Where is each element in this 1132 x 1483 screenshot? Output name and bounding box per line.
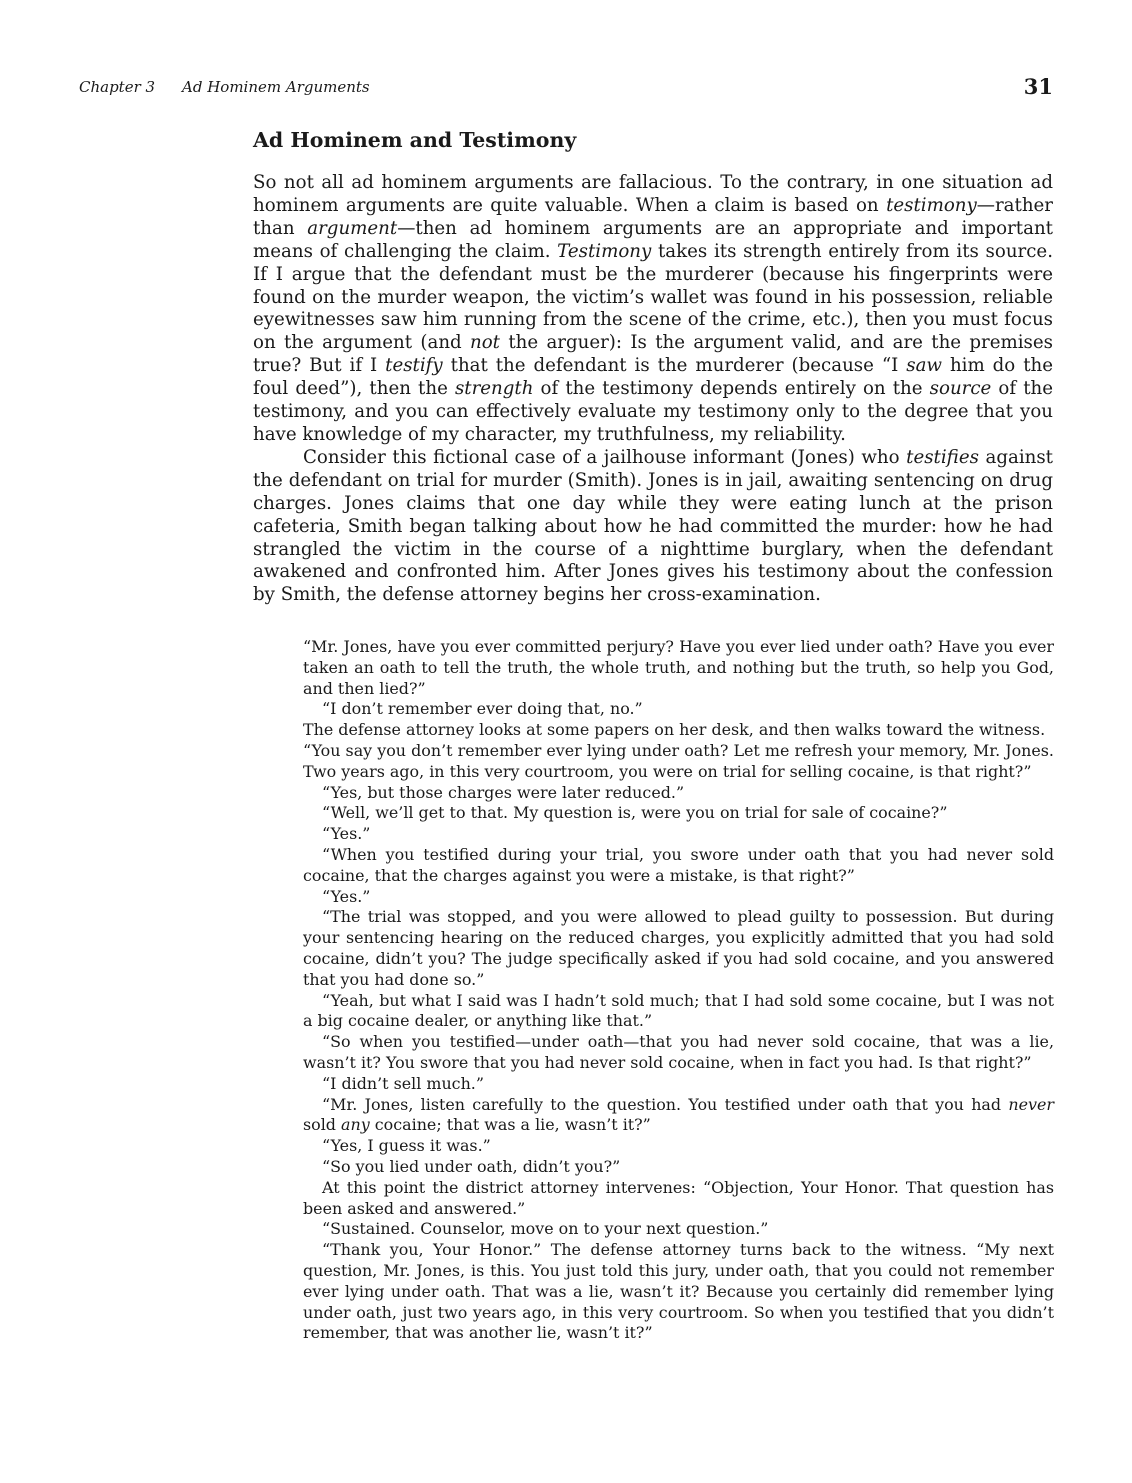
text-run: the arguer): Is the argument valid, and are the premises true? But if I [253, 332, 1053, 377]
dialogue-line: The defense attorney looks at some papers on her desk, and then walks toward the witness. [303, 720, 1046, 740]
text-run: against the defendant on trial for murder (Smith). Jones is in jail, awaiting sentencing on drug charges. Jones claims that one day while they were eating lunch at the prison cafeteria, Smith began talking about how he had committed the murder: how he had strangled the victim in the course of a nighttime burglary, when the defendant awakened and confronted him. After Jones gives his testimony about the confession by Smith, the defense attorney begins her cross-examination. [253, 446, 1053, 606]
text-run: “Mr. Jones, listen carefully to the question. You testified under oath that you had [322, 1094, 1009, 1114]
dialogue-line: “I don’t remember ever doing that, no.” [322, 699, 643, 719]
dialogue-line: “Thank you, Your Honor.” The defense attorney turns back to the witness. “My next question, Mr. Jones, is this. You just told this jury, under oath, that you could not remember ever lying under oath. That was a lie, wasn’t it? Because you certainly did remember lying under oath, just two years ago, in this very courtroom. So when you testified that you didn’t remember, that was another lie, wasn’t it?” [303, 1240, 1054, 1343]
italic-run: testifies [906, 446, 979, 468]
dialogue-line: “You say you don’t remember ever lying under oath? Let me refresh your memory, Mr. Jones. Two years ago, in this very courtroom, you were on trial for selling cocaine, is that right?” [303, 740, 1054, 781]
italic-run: testify [385, 355, 443, 377]
section-heading: Ad Hominem and Testimony [253, 128, 577, 152]
dialogue-line: “Yes, I guess it was.” [322, 1136, 491, 1156]
italic-run: any [341, 1115, 370, 1135]
chapter-title: Ad Hominem Arguments [182, 78, 370, 96]
dialogue-line: “The trial was stopped, and you were allowed to plead guilty to possession. But during your sentencing hearing on the reduced charges, you explicitly admitted that you had sold cocaine, didn’t you? The judge specifically asked if you had sold cocaine, and you answered that you had done so.” [303, 907, 1054, 989]
cross-examination-extract [303, 637, 1054, 1344]
dialogue-line: “Yes, but those charges were later reduced.” [322, 782, 685, 802]
text-run: —rather than [253, 194, 1053, 239]
italic-run: testimony [886, 194, 977, 216]
text-run: Consider this fictional case of a jailhouse informant (Jones) who [303, 446, 907, 468]
italic-run: never [1008, 1094, 1054, 1114]
dialogue-line: “Sustained. Counselor, move on to your next question.” [322, 1219, 769, 1239]
text-run: sold [303, 1115, 342, 1135]
dialogue-line: “Yes.” [322, 824, 371, 844]
text-run: —then ad hominem arguments are an appropriate and important means of challenging the claim. [253, 217, 1053, 262]
italic-run: not [470, 332, 500, 354]
text-run: takes its strength entirely from its source. If I argue that the defendant must be the murderer (because his fingerprints were found on the murder weapon, the victim’s wallet was found in his possession, reliable eyewitnesses saw him running from the scene of the crime, etc.), then you must focus on the argument (and [253, 240, 1053, 354]
text-run: of the testimony, and you can effectively evaluate my testimony only to the degree that you have knowledge of my character, my truthfulness, my reliability. [253, 378, 1053, 445]
text-run: of the testimony depends entirely on the [533, 378, 930, 400]
text-run: that the defendant is the murderer (because “I [442, 355, 907, 377]
chapter-label: Chapter 3 [79, 78, 156, 96]
dialogue-line: “I didn’t sell much.” [322, 1073, 484, 1093]
dialogue-line: At this point the district attorney intervenes: “Objection, Your Honor. That question has been asked and answered.” [303, 1177, 1054, 1218]
dialogue-line: “Yeah, but what I said was I hadn’t sold much; that I had sold some cocaine, but I was not a big cocaine dealer, or anything like that.” [303, 990, 1054, 1031]
page-number: 31 [1023, 74, 1053, 99]
dialogue-line: “Yes.” [322, 886, 371, 906]
text-run: him do the foul deed”), then the [253, 355, 1053, 400]
dialogue-line: “Mr. Jones, have you ever committed perjury? Have you ever lied under oath? Have you ever taken an oath to tell the truth, the whole truth, and nothing but the truth, so help you God, and then lied?” [303, 637, 1054, 698]
dialogue-line: “Well, we’ll get to that. My question is, were you on trial for sale of cocaine?” [322, 803, 948, 823]
italic-run: strength [454, 378, 534, 400]
text-run: So not all ad hominem arguments are fallacious. To the contrary, in one situation ad hominem arguments are quite valuable. When a claim is based on [253, 172, 1053, 216]
italic-run: saw [906, 355, 942, 377]
running-head [79, 76, 1053, 100]
dialogue-line: “So you lied under oath, didn’t you?” [322, 1156, 621, 1176]
text-run: cocaine; that was a lie, wasn’t it?” [369, 1115, 651, 1135]
body-text [253, 172, 1053, 607]
dialogue-line [303, 1095, 1054, 1137]
body-paragraph-1 [253, 172, 1053, 447]
dialogue-line: “So when you testified—under oath—that you had never sold cocaine, that was a lie, wasn’t it? You swore that you had never sold cocaine, when in fact you had. Is that right?” [303, 1032, 1054, 1072]
body-paragraph-2 [253, 447, 1053, 607]
italic-run: Testimony [557, 240, 652, 262]
italic-run: argument [307, 217, 398, 239]
dialogue-line: “When you testified during your trial, you swore under oath that you had never sold cocaine, that the charges against you were a mistake, is that right?” [303, 844, 1054, 885]
italic-run: source [929, 378, 992, 400]
